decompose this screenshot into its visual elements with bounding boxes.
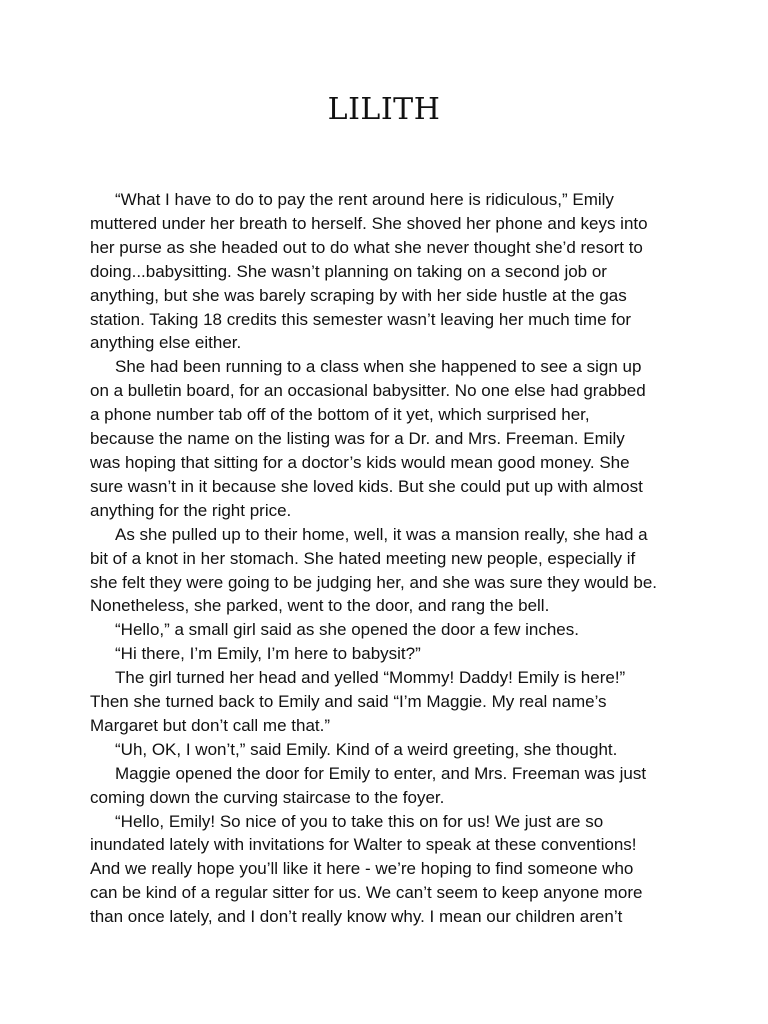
text-line: on a bulletin board, for an occasional babysitter. No one else had grabbed bbox=[90, 381, 646, 401]
text-line: station. Taking 18 credits this semester wasn’t leaving her much time for bbox=[90, 309, 632, 329]
text-line: The girl turned her head and yelled “Mommy! Daddy! Emily is here!” bbox=[115, 668, 626, 688]
text-line: Then she turned back to Emily and said “I’m Maggie. My real name’s bbox=[90, 692, 607, 712]
text-line: “What I have to do to pay the rent around here is ridiculous,” Emily bbox=[115, 190, 614, 209]
text-line: “Hello,” a small girl said as she opened the door a few inches. bbox=[115, 620, 579, 640]
text-line: than once lately, and I don’t really know why. I mean our children aren’t bbox=[90, 907, 623, 927]
text-line: was hoping that sitting for a doctor’s kids would mean good money. She bbox=[90, 452, 630, 472]
text-line: “Uh, OK, I won’t,” said Emily. Kind of a weird greeting, she thought. bbox=[115, 739, 618, 759]
paragraph bbox=[90, 738, 690, 762]
text-line: sure wasn’t in it because she loved kids. But she could put up with almost bbox=[90, 476, 643, 496]
text-line: As she pulled up to their home, well, it was a mansion really, she had a bbox=[115, 524, 648, 544]
text-line: anything, but she was barely scraping by with her side hustle at the gas bbox=[90, 285, 627, 305]
text-line: because the name on the listing was for a Dr. and Mrs. Freeman. Emily bbox=[90, 429, 625, 449]
paragraph bbox=[90, 810, 690, 930]
text-line: Margaret but don’t call me that.” bbox=[90, 715, 331, 735]
paragraph bbox=[90, 618, 690, 642]
text-line: “Hello, Emily! So nice of you to take this on for us! We just are so bbox=[115, 811, 604, 831]
paragraph bbox=[90, 642, 690, 666]
paragraph bbox=[90, 355, 690, 522]
paragraph bbox=[90, 762, 690, 810]
text-line: her purse as she headed out to do what she never thought she’d resort to bbox=[90, 237, 643, 257]
text-line: a phone number tab off of the bottom of it yet, which surprised her, bbox=[90, 405, 590, 425]
story-body bbox=[90, 188, 690, 929]
text-line: And we really hope you’ll like it here - we’re hoping to find someone who bbox=[90, 859, 634, 879]
text-line: bit of a knot in her stomach. She hated meeting new people, especially if bbox=[90, 548, 636, 568]
text-line: can be kind of a regular sitter for us. We can’t seem to keep anyone more bbox=[90, 883, 643, 903]
paragraph bbox=[90, 523, 690, 619]
text-line: “Hi there, I’m Emily, I’m here to babysit?” bbox=[115, 644, 421, 664]
text-line: muttered under her breath to herself. She shoved her phone and keys into bbox=[90, 213, 648, 233]
text-line: anything else either. bbox=[90, 333, 242, 353]
text-line: coming down the curving staircase to the foyer. bbox=[90, 787, 445, 807]
text-line: anything for the right price. bbox=[90, 500, 292, 520]
text-line: Nonetheless, she parked, went to the door, and rang the bell. bbox=[90, 596, 550, 616]
text-line: She had been running to a class when she happened to see a sign up bbox=[115, 357, 642, 377]
text-line: Maggie opened the door for Emily to enter, and Mrs. Freeman was just bbox=[115, 763, 647, 783]
text-line: inundated lately with invitations for Walter to speak at these conventions! bbox=[90, 835, 637, 855]
text-line: she felt they were going to be judging her, and she was sure they would be. bbox=[90, 572, 658, 592]
text-line: doing...babysitting. She wasn’t planning on taking on a second job or bbox=[90, 261, 607, 281]
paragraph bbox=[90, 188, 690, 355]
page-title: LILITH bbox=[327, 92, 441, 127]
paragraph bbox=[90, 666, 690, 738]
